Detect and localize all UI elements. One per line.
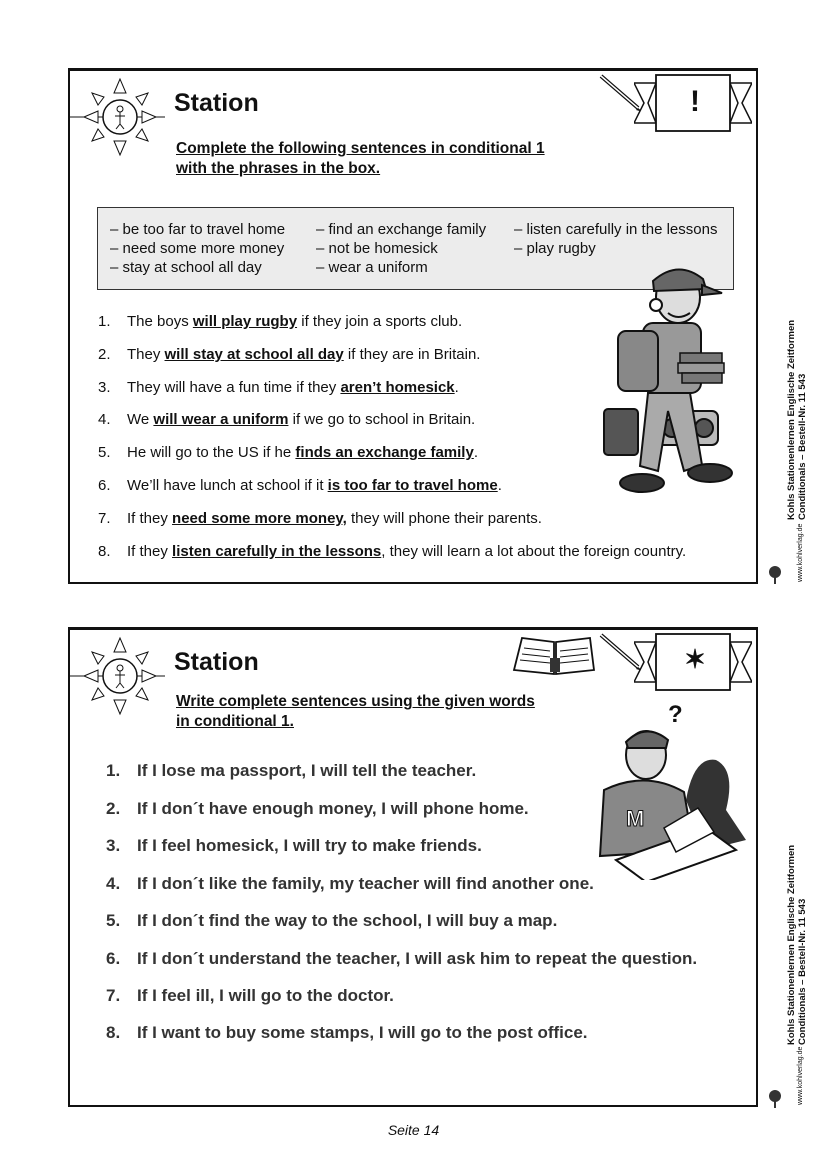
student-with-luggage-illustration [598, 261, 748, 501]
sentence-item: 1. The boys will play rugby if they join a sports club. [98, 313, 463, 330]
side-label-line-1: Kohls Stationenlernen Englische Zeitformen [786, 844, 797, 1045]
sentence-item: 6. We’ll have lunch at school if it is too far to travel home. [98, 477, 502, 494]
phrase-item: – play rugby [514, 240, 596, 257]
sentence-item: 2. They will stay at school all day if they are in Britain. [98, 346, 481, 363]
phrase-item: – stay at school all day [110, 259, 262, 276]
page-title: Station [174, 648, 259, 676]
confused-student-illustration [576, 700, 748, 880]
side-label-line-1: Kohls Stationenlernen Englische Zeitformen [786, 319, 797, 520]
instruction-line-2: with the phrases in the box. [176, 160, 381, 177]
sentence-item: 4. We will wear a uniform if we go to school in Britain. [98, 411, 476, 428]
open-book-icon [510, 632, 600, 676]
sentence-item: 8. If they listen carefully in the lessons, they will learn a lot about the foreign country. [98, 543, 687, 560]
answer-item: 1. If I lose ma passport, I will tell the teacher. [106, 761, 477, 780]
instruction [176, 692, 535, 732]
instruction-line-2: in conditional 1. [176, 713, 294, 730]
phrase-item: – find an exchange family [316, 221, 487, 238]
phrase-item: – need some more money [110, 240, 285, 257]
publisher-logo-bottom: www.kohlverlag.de [797, 1046, 804, 1105]
phrase-column-1 [110, 220, 285, 277]
answer-text: listen carefully in the lessons [172, 543, 382, 560]
tree-logo-icon [768, 566, 782, 584]
answer-text: need some more money, [172, 510, 347, 527]
side-label-top [786, 320, 808, 520]
answer-text: finds an exchange family [295, 444, 474, 461]
publisher-logo-top: www.kohlverlag.de [797, 523, 804, 582]
answer-text: will wear a uniform [153, 411, 289, 428]
answer-item: 5. If I don´t find the way to the school, I will buy a map. [106, 911, 558, 930]
phrase-column-3 [514, 220, 717, 258]
answer-text: is too far to travel home [327, 477, 498, 494]
instruction-line-1: Write complete sentences using the given words [176, 693, 535, 710]
side-label-line-2: Conditionals – Bestell-Nr. 11 543 [797, 898, 808, 1045]
instruction-line-1: Complete the following sentences in conditional 1 [176, 140, 545, 157]
tree-logo-icon [768, 1090, 782, 1108]
page-title: Station [174, 89, 259, 117]
sun-logo-icon [70, 71, 180, 163]
page-number: Seite 14 [387, 1122, 440, 1138]
phrase-item: – be too far to travel home [110, 221, 286, 238]
sentence-item: 3. They will have a fun time if they aren’t homesick. [98, 379, 459, 396]
answer-item: 8. If I want to buy some stamps, I will go to the post office. [106, 1023, 588, 1042]
phrase-item: – listen carefully in the lessons [514, 221, 718, 238]
side-label-line-2: Conditionals – Bestell-Nr. 11 543 [797, 373, 808, 520]
sentence-item: 7. If they need some more money, they will phone their parents. [98, 510, 542, 527]
side-label-bottom [786, 845, 808, 1045]
instruction [176, 139, 545, 179]
answer-text: will stay at school all day [164, 346, 344, 363]
answer-text: will play rugby [192, 313, 298, 330]
answer-item: 3. If I feel homesick, I will try to make friends. [106, 836, 482, 855]
exclamation-icon: ! [690, 85, 700, 118]
star-icon: ✶ [684, 644, 706, 674]
answer-item: 7. If I feel ill, I will go to the doctor. [106, 986, 394, 1005]
svg-text:?: ? [668, 701, 683, 728]
answer-text: aren’t homesick [340, 379, 455, 396]
station-card-2 [68, 627, 758, 1107]
answer-item: 2. If I don´t have enough money, I will phone home. [106, 799, 529, 818]
answer-item: 4. If I don´t like the family, my teacher will find another one. [106, 874, 594, 893]
sentence-item: 5. He will go to the US if he finds an exchange family. [98, 444, 478, 461]
phrase-item: – not be homesick [316, 240, 438, 257]
svg-text:M: M [626, 806, 645, 831]
sun-logo-icon [70, 630, 180, 722]
answer-item: 6. If I don´t understand the teacher, I will ask him to repeat the question. [106, 949, 698, 968]
phrase-item: – wear a uniform [316, 259, 428, 276]
phrase-column-2 [316, 220, 486, 277]
station-card-1 [68, 68, 758, 584]
